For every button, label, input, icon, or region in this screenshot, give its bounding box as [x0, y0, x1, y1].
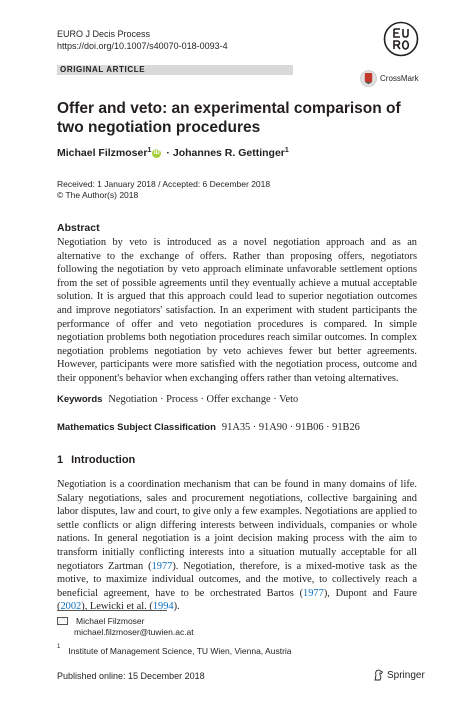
- euro-logo-icon: [383, 21, 419, 57]
- footnote-divider: [57, 610, 167, 611]
- msc-line: [57, 422, 360, 433]
- text-run: ), Dupont and Faure (: [57, 587, 417, 613]
- abstract-heading: Abstract: [57, 222, 100, 234]
- text-run: ), Lewicki et al. (: [81, 601, 153, 613]
- springer-logo: [373, 669, 425, 681]
- crossmark-button[interactable]: [360, 70, 419, 87]
- contact-name: Michael Filzmoser: [76, 616, 145, 626]
- journal-name: EURO J Decis Process: [57, 29, 151, 39]
- citation-link[interactable]: 2002: [60, 601, 82, 613]
- section-number: 1: [57, 454, 64, 466]
- journal-header: [57, 29, 228, 52]
- text-run: ).: [173, 601, 180, 613]
- article-type-bar: [57, 65, 293, 75]
- abstract-text: Negotiation by veto is introduced as a novel negotiation approach and as an alternative to the exchange of offers. Rather than proposing offers, negotiators following the negotiation by veto approach eliminate unfavorable settlement options from the set of possible agreements until they eventually achieve a mutual acceptable solution. It is argued that this approach could lead to superior negotiation outcomes and improve negotiators' satisfaction. In an experiment with student participants the performance of offer and veto negotiation procedures is compared. In simple negotiation problems both negotiation procedures reach similar outcomes. In complex negotiation problems negotiation by veto achieves fewer but better agreements. However, participants were more satisfied with the negotiation process, outcome and their opponent's behavior when exchanging offers rather than vetoing alternatives.: [57, 237, 417, 384]
- doi-link[interactable]: https://doi.org/10.1007/s40070-018-0093-4: [57, 40, 228, 51]
- author-list: [57, 147, 289, 159]
- crossmark-label: CrossMark: [380, 74, 419, 83]
- author-separator: ·: [166, 147, 170, 159]
- received-accepted-date: Received: 1 January 2018 / Accepted: 6 December 2018: [57, 179, 271, 189]
- publisher-name: Springer: [387, 669, 425, 681]
- msc-label: Mathematics Subject Classification: [57, 422, 216, 433]
- keywords-label: Keywords: [57, 394, 103, 405]
- author-name[interactable]: Michael Filzmoser: [57, 147, 148, 159]
- copyright-notice: © The Author(s) 2018: [57, 190, 139, 200]
- article-dates: [57, 179, 270, 201]
- keywords-values: Negotiation · Process · Offer exchange · Veto: [108, 394, 299, 405]
- orcid-icon[interactable]: iD: [153, 149, 160, 156]
- affiliation-footnote: [57, 646, 292, 656]
- corresponding-author: [57, 616, 194, 638]
- citation-link[interactable]: 1994: [152, 601, 174, 613]
- crossmark-icon: [360, 70, 377, 87]
- section-heading: [57, 454, 135, 466]
- msc-values: 91A35 · 91A90 · 91B06 · 91B26: [221, 422, 360, 433]
- contact-email[interactable]: michael.filzmoser@tuwien.ac.at: [74, 627, 194, 637]
- affiliation-text: Institute of Management Science, TU Wien, Vienna, Austria: [68, 646, 292, 656]
- citation-link[interactable]: 1977: [303, 587, 324, 599]
- affiliation-marker: 1: [147, 146, 152, 154]
- article-title: Offer and veto: an experimental comparison of two negotiation procedures: [57, 100, 401, 136]
- section-title: Introduction: [71, 454, 136, 466]
- text-run: Negotiation is a coordination mechanism that can be found in many domains of life. Salary negotiations, sales and procurement negotiations, collective bargaining and labor disputes, law and court, to give only a few examples. Negotiations are applied to settle conflicts or align differing interests between individuals, companies or whole nations. In general negotiation is a joint decision making process with the aim to transform initially conflicting interests into a situation mutually acceptable for all negotiators Zartman (: [57, 479, 417, 572]
- affiliation-number: 1: [57, 644, 61, 651]
- mail-icon: [57, 617, 68, 625]
- text-run: ). Negotiation, therefore, is a mixed-motive task as the motive, to maximize individual outcomes, and the motive, to collectively reach a beneficial agreement, have to be orchestrated Bartos (: [57, 560, 417, 599]
- affiliation-marker: 1: [284, 146, 289, 154]
- springer-horse-icon: [373, 669, 384, 681]
- introduction-paragraph: [57, 478, 417, 614]
- published-date: Published online: 15 December 2018: [57, 671, 205, 681]
- citation-link[interactable]: 1977: [151, 560, 173, 572]
- keywords-line: [57, 394, 298, 405]
- author-name[interactable]: Johannes R. Gettinger: [172, 147, 285, 159]
- article-type: ORIGINAL ARTICLE: [60, 65, 146, 74]
